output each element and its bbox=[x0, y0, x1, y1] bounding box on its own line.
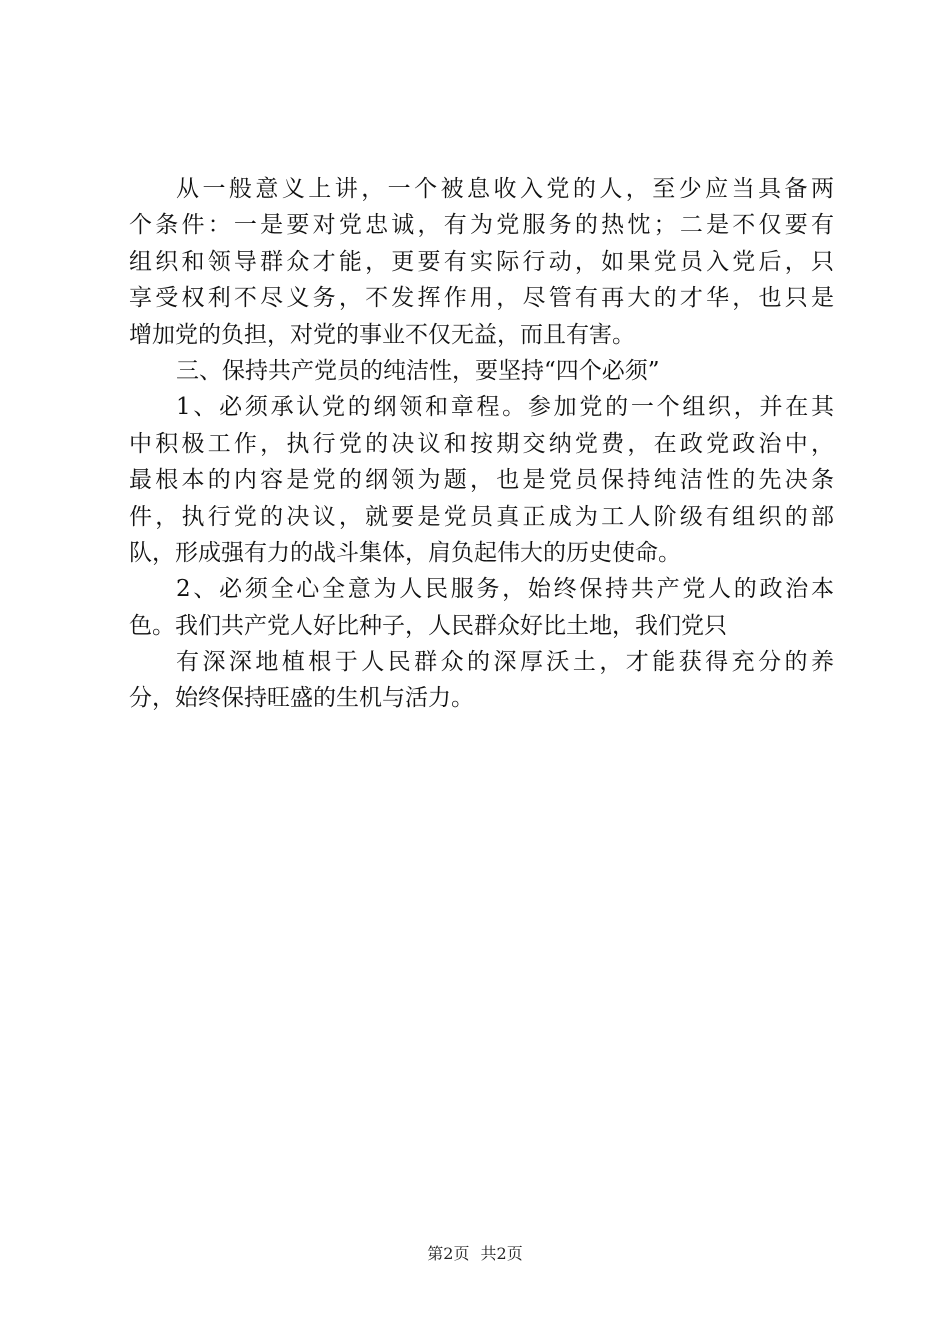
text-line: 组织和领导群众才能，更要有实际行动，如果党员入党后，只 bbox=[129, 248, 834, 275]
document-body bbox=[129, 171, 834, 717]
text-line: 最根本的内容是党的纲领为题，也是党员保持纯洁性的先决条 bbox=[129, 467, 834, 494]
text-line: 2、必须全心全意为人民服务，始终保持共产党人的政治本 bbox=[176, 576, 834, 603]
text-line: 分，始终保持旺盛的生机与活力。 bbox=[129, 685, 474, 712]
page-footer bbox=[0, 1243, 950, 1265]
text-line: 队，形成强有力的战斗集体，肩负起伟大的历史使命。 bbox=[129, 539, 681, 566]
text-line: 有深深地植根于人民群众的深厚沃土，才能获得充分的养 bbox=[176, 649, 834, 676]
text-line: 从一般意义上讲，一个被息收入党的人，至少应当具备两 bbox=[176, 176, 834, 202]
text-line: 享受权利不尽义务，不发挥作用，尽管有再大的才华，也只是 bbox=[129, 285, 834, 312]
text-line: 1、必须承认党的纲领和章程。参加党的一个组织，并在其 bbox=[176, 394, 834, 421]
page-total: 共2页 bbox=[480, 1244, 523, 1263]
page-number: 第2页 bbox=[427, 1244, 470, 1263]
text-line: 件，执行党的决议，就要是党员真正成为工人阶级有组织的部 bbox=[129, 503, 834, 530]
text-line: 色。我们共产党人好比种子，人民群众好比土地，我们党只 bbox=[129, 612, 727, 639]
text-line: 中积极工作，执行党的决议和按期交纳党费，在政党政治中， bbox=[129, 430, 834, 457]
text-line: 三、保持共产党员的纯洁性，要坚持“四个必须” bbox=[176, 357, 660, 384]
text-line: 个条件：一是要对党忠诚，有为党服务的热忱；二是不仅要有 bbox=[129, 212, 834, 239]
text-line: 增加党的负担，对党的事业不仅无益，而且有害。 bbox=[129, 321, 635, 348]
